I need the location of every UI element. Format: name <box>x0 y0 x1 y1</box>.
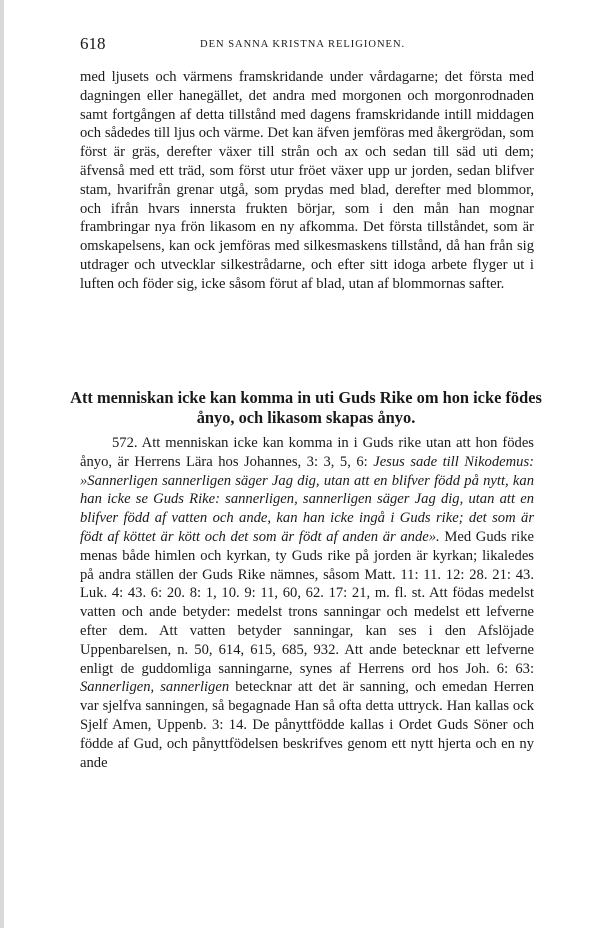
scripture-quote-2: Sannerligen, sannerligen <box>80 679 230 696</box>
paragraph-text-a: Att menniskan icke kan komma in i Guds rike utan att hon födes ånyo, är Herrens Lära hos Johannes, 3: 3, 5, 6: <box>80 435 534 470</box>
section-heading: Att menniskan icke kan komma in uti Guds Rike om hon icke födes ånyo, och likasom skapas ånyo. <box>70 388 542 427</box>
page-header <box>80 34 534 58</box>
page-edge-shadow <box>0 0 4 928</box>
paragraph-text-c: betecknar att det är sanning, och emedan Herren var sjelfva sanningen, så begagnade Han så ofta detta uttryck. Han kallas ock Sjelf Amen, Uppenb. 3: 14. De pånyttfödde kallas i Ordet Guds Söner och födde af Gud, och pånyttfödelsen beskrifves genom ett nytt hjerta och en ny ande <box>80 679 534 771</box>
paragraph-number: 572. <box>112 435 138 451</box>
scripture-quote: Jesus sade till Nikodemus: »Sannerligen sannerligen säger Jag dig, utan att en blifver född på nytt, kan han icke se Guds Rike: sannerligen, sannerligen säger Jag dig, utan att en blifver född af vatten och ande, kan han icke ingå i Guds rike; det som är födt af köttet är kött och det som är födt af anden är ande». <box>80 453 534 545</box>
paragraph-text-b: Med Guds rike menas både himlen och kyrkan, ty Guds rike på jorden är kyrkan; likaledes på andra ställen der Guds Rike nämnes, såsom Matt. 11: 11. 12: 28. 21: 43. Luk. 4: 43. 6: 20. 8: 1, 10. 9: 11, 60, 62. 17: 21, m. fl. st. Att födas medelst vatten och ande betyder: medelst trons sanningar och medelst ett lefverne efter dem. Att vatten betyder sanningar, kan ses i den Afslöjade Uppenbarelsen, n. 50, 614, 615, 685, 932. Att ande betecknar ett lefverne enligt de guddomliga sanningarne, synes af Herrens ord hos Joh. 6: 63: <box>80 528 534 677</box>
paragraph-continuation: med ljusets och värmens framskridande under vårdagarne; det första med dagningen eller hanegället, det andra med morgonen och morgonrodnaden samt fortgången af detta tillstånd med dagens framskridande intill middagen och sådedes till ljus och värme. Det kan äfven jemföras med åkergrödan, som först är gräs, derefter växer till strån och ax och sedan till säd uti dem; äfvenså med ett träd, som först utur fröet växer upp ur jorden, sedan blifver stam, hvarifrån grenar utgå, som prydas med blad, derefter med blommor, och ifrån hvars innersta frukten börjar, som i den mån han mognar frambringar nya frön likasom en ny afkomma. Det första tillståndet, som är omskapelsens, kan ock jemföras med silkesmaskens tillstånd, då han från sig utdrager och utvecklar silkestrådarne, och efter sitt idoga arbete flyger ut i luften och föder sig, icke såsom förut af blad, utan af blommornas safter. <box>80 69 534 292</box>
running-head: DEN SANNA KRISTNA RELIGIONEN. <box>200 39 406 50</box>
page-number: 618 <box>80 34 106 53</box>
paragraph-572 <box>80 434 534 772</box>
